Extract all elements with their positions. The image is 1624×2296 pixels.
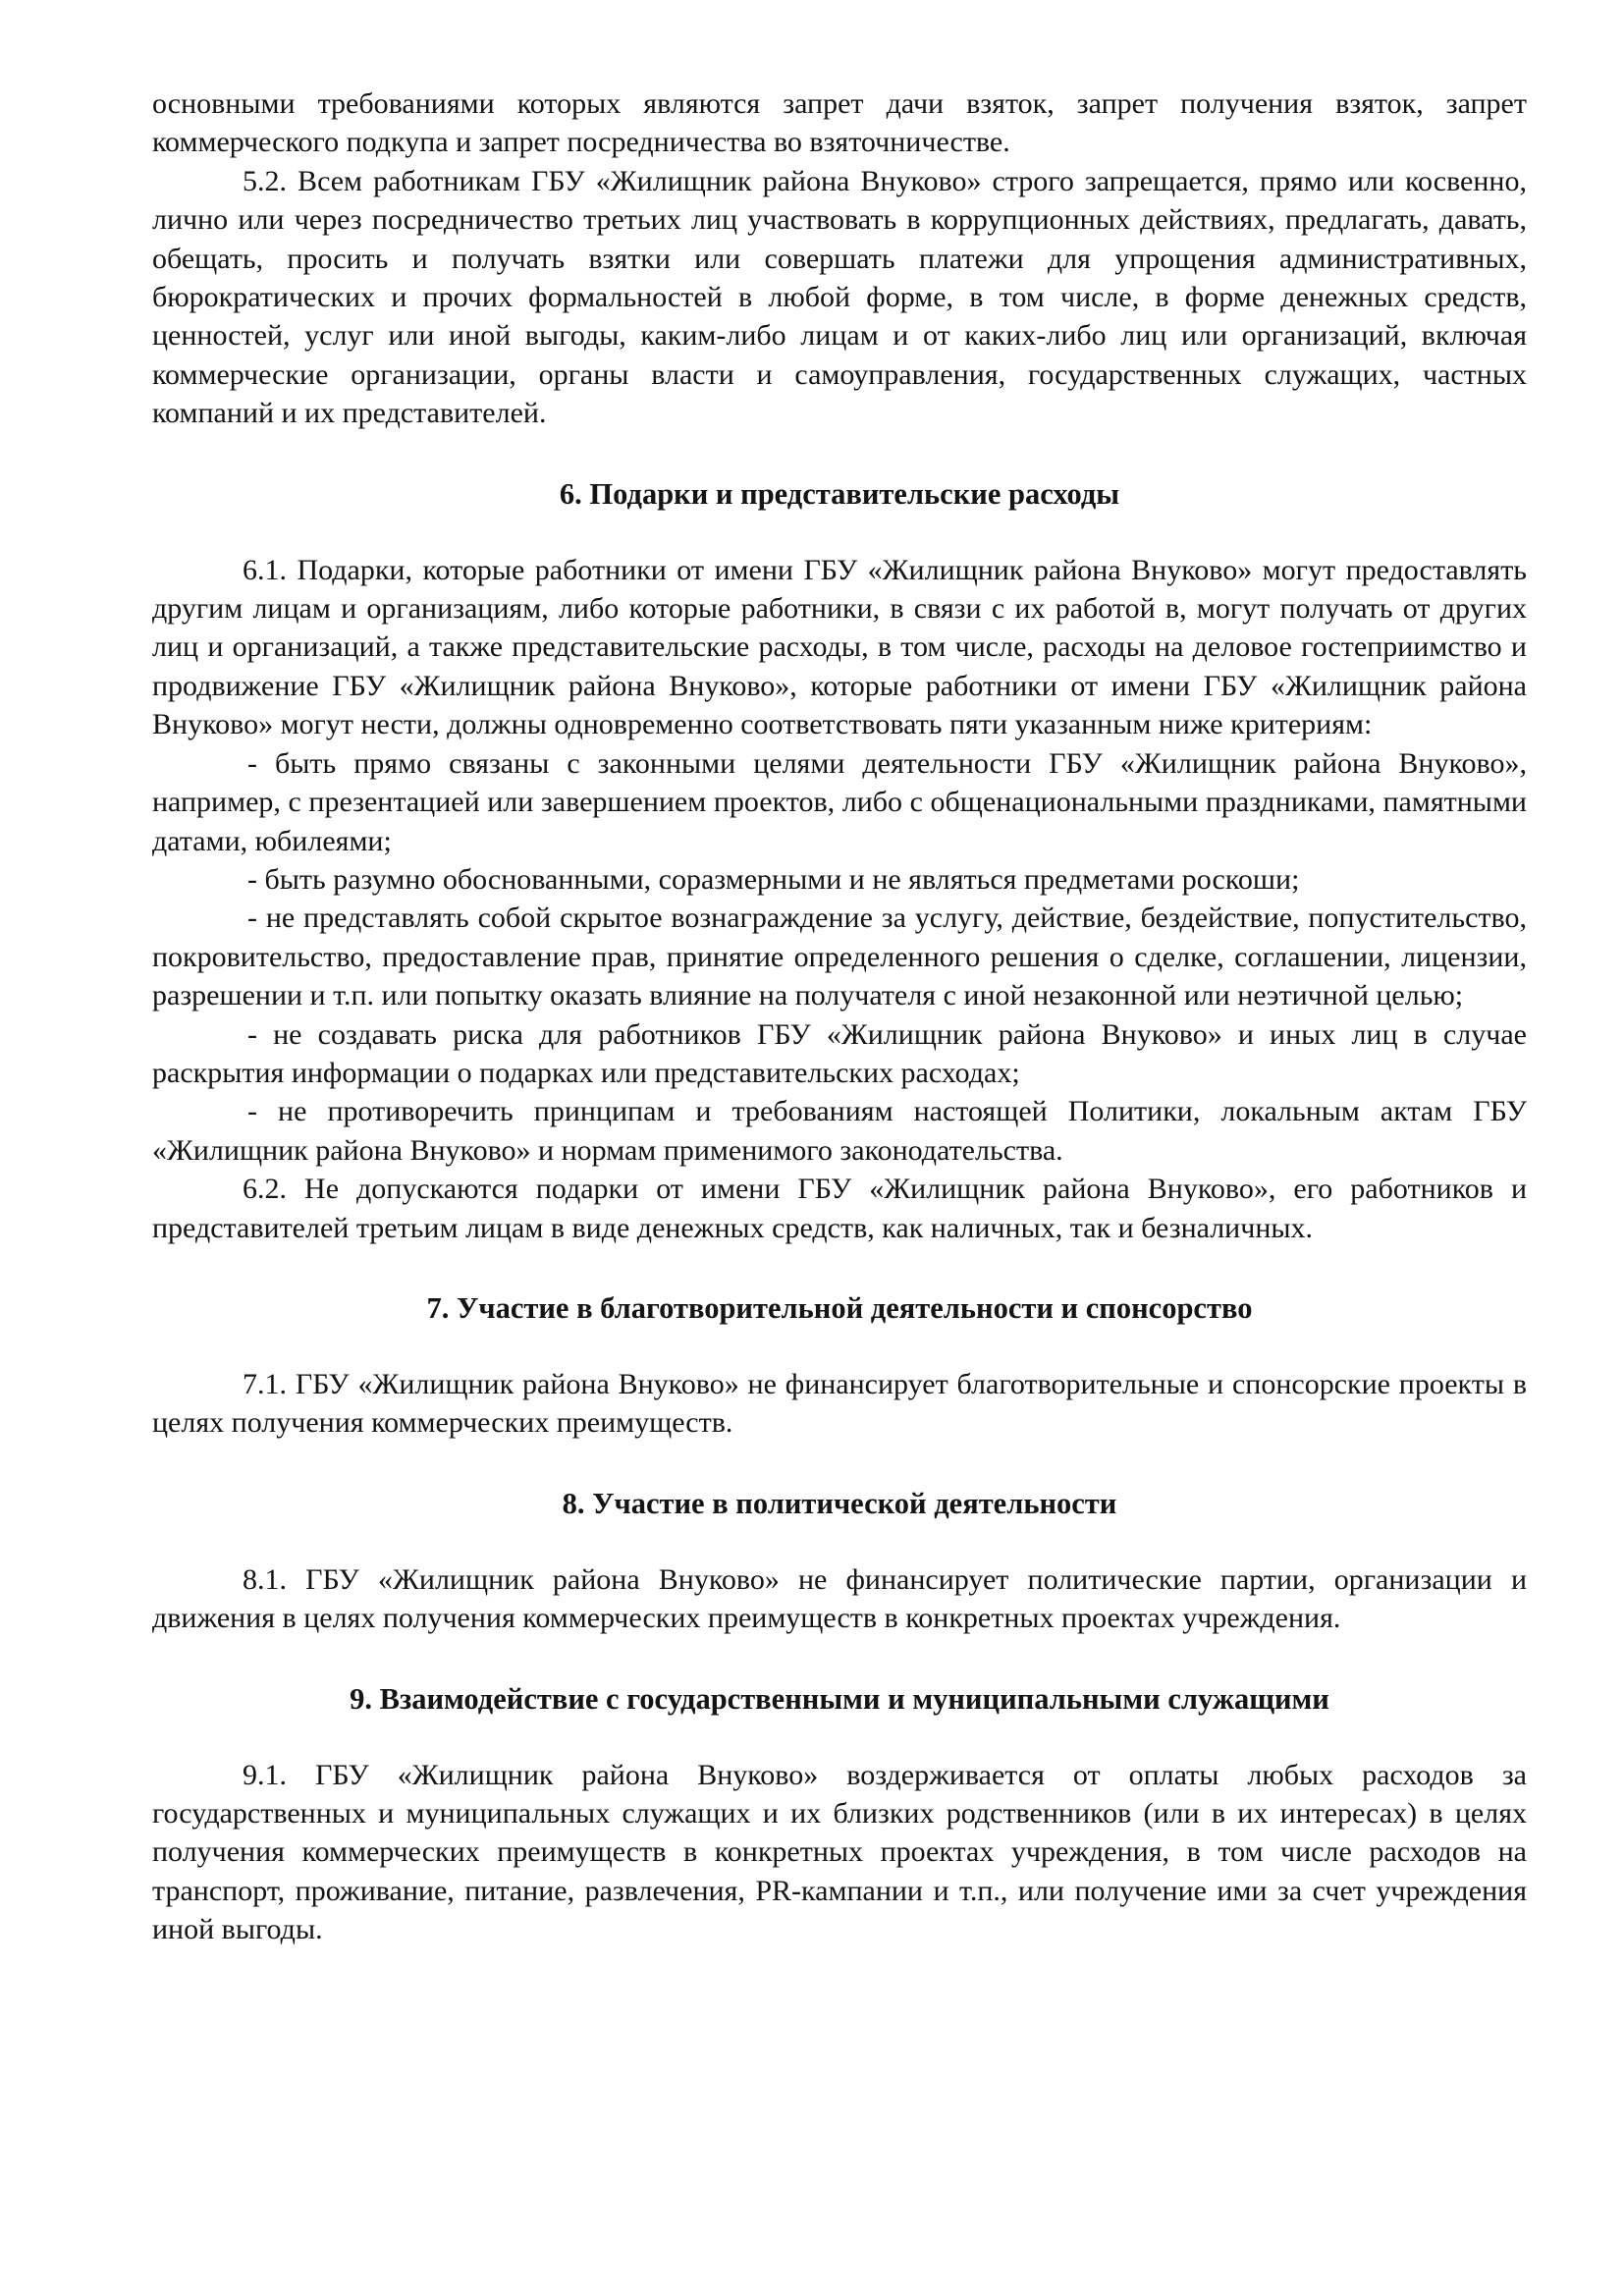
- criterion-item-1: - быть прямо связаны с законными целями деятельности ГБУ «Жилищник района Внуково», например, с презентацией или завершением проектов, либо с общенациональными праздниками, памятными датами, юбилеями;: [152, 746, 1527, 857]
- criterion-item-3: - не представлять собой скрытое вознаграждение за услугу, действие, бездействие, попустительство, покровительство, предоставление прав, принятие определенного решения о сделке, соглашении, лицензии, разрешении и т.п. или попытку оказать влияние на получателя с иной незаконной или неэтичной целью;: [152, 902, 1527, 1012]
- section-8-heading: 8. Участие в политической деятельности: [562, 1486, 1117, 1520]
- paragraph-9-1: 9.1. ГБУ «Жилищник района Внуково» воздерживается от оплаты любых расходов за государственных и муниципальных служащих и их близких родственников (или в их интересах) в целях получения коммерческих преимуществ в конкретных проектах учреждения, в том числе расходов на транспорт, проживание, питание, развлечения, PR-кампании и т.п., или получение ими за счет учреждения иной выгоды.: [152, 1758, 1527, 1946]
- paragraph-8-1: 8.1. ГБУ «Жилищник района Внуково» не финансирует политические партии, организации и движения в целях получения коммерческих преимуществ в конкретных проектах учреждения.: [152, 1562, 1527, 1635]
- criterion-item-5: - не противоречить принципам и требованиям настоящей Политики, локальным актам ГБУ «Жилищник района Внуково» и нормам применимого законодательства.: [152, 1095, 1527, 1167]
- paragraph-6-1: 6.1. Подарки, которые работники от имени ГБУ «Жилищник района Внуково» могут предоставлять другим лицам и организациям, либо которые работники, в связи с их работой в, могут получать от других лиц и организаций, а также представительские расходы, в том числе, расходы на деловое гостеприимство и продвижение ГБУ «Жилищник района Внуково», которые работники от имени ГБУ «Жилищник района Внуково» могут нести, должны одновременно соответствовать пяти указанным ниже критериям:: [152, 553, 1527, 741]
- section-7-heading: 7. Участие в благотворительной деятельности и спонсорство: [426, 1290, 1253, 1325]
- criterion-item-4: - не создавать риска для работников ГБУ «Жилищник района Внуково» и иных лиц в случае раскрытия информации о подарках или представительских расходах;: [152, 1017, 1527, 1089]
- section-6-heading: 6. Подарки и представительские расходы: [559, 476, 1120, 511]
- section-9-heading: 9. Взаимодействие с государственными и муниципальными служащими: [350, 1681, 1329, 1716]
- paragraph-5-2: 5.2. Всем работникам ГБУ «Жилищник района Внуково» строго запрещается, прямо или косвенно, лично или через посредничество третьих лиц участвовать в коррупционных действиях, предлагать, давать, обещать, просить и получать взятки или совершать платежи для упрощения административных, бюрократических и прочих формальностей в любой форме, в том числе, в форме денежных средств, ценностей, услуг или иной выгоды, каким-либо лицам и от каких-либо лиц или организаций, включая коммерческие организации, органы власти и самоуправления, государственных служащих, частных компаний и их представителей.: [152, 164, 1527, 430]
- paragraph-continuation: основными требованиями которых являются запрет дачи взяток, запрет получения взяток, запрет коммерческого подкупа и запрет посредничества во взяточничестве.: [152, 87, 1527, 159]
- paragraph-6-2: 6.2. Не допускаются подарки от имени ГБУ «Жилищник района Внуково», его работников и представителей третьим лицам в виде денежных средств, как наличных, так и безналичных.: [152, 1173, 1527, 1244]
- paragraph-7-1: 7.1. ГБУ «Жилищник района Внуково» не финансирует благотворительные и спонсорские проекты в целях получения коммерческих преимуществ.: [152, 1367, 1527, 1440]
- criterion-item-2: - быть разумно обоснованными, соразмерными и не являться предметами роскоши;: [247, 862, 1300, 896]
